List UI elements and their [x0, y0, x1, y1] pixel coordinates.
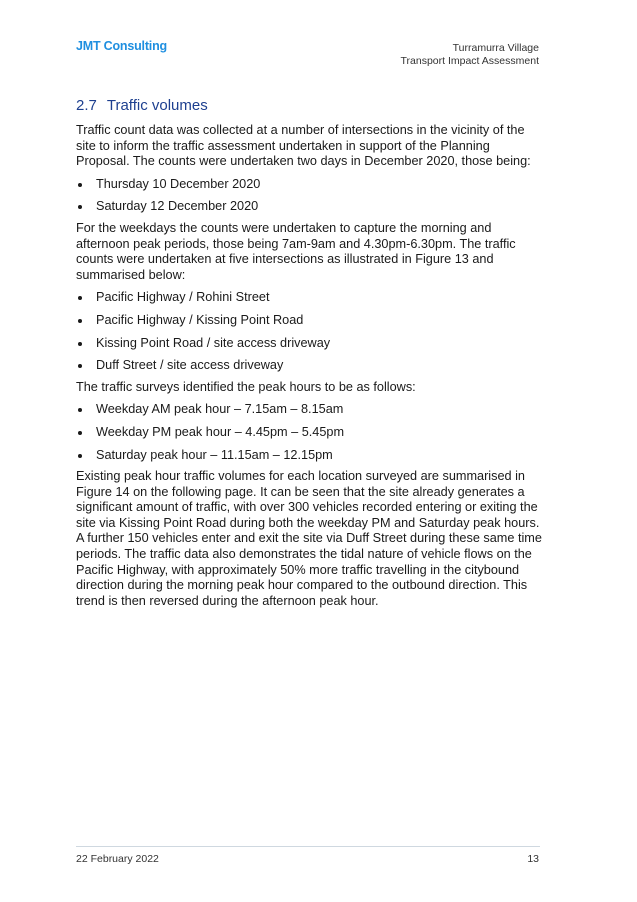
list-item: Thursday 10 December 2020: [76, 177, 546, 193]
section-number: 2.7: [76, 97, 97, 114]
peak-intro-paragraph: The traffic surveys identified the peak hours to be as follows:: [76, 379, 416, 394]
project-name: Turramurra Village: [452, 42, 539, 54]
intro-paragraph: Traffic count data was collected at a number of intersections in the vicinity of the site to inform the traffic assessment undertaken in support of the Planning Proposal. The counts were undertaken two days in December 2020, those being:: [76, 123, 531, 169]
list-item: Pacific Highway / Rohini Street: [76, 290, 546, 306]
list-item: Kissing Point Road / site access driveway: [76, 336, 546, 352]
document-type: Transport Impact Assessment: [400, 55, 539, 67]
intersections-list: [76, 290, 546, 373]
list-item: Weekday PM peak hour – 4.45pm – 5.45pm: [76, 425, 546, 441]
weekday-paragraph: For the weekdays the counts were undertaken to capture the morning and afternoon peak periods, those being 7am-9am and 4.30pm-6.30pm. The traffic counts were undertaken at five intersections as illustrated in Figure 13 and summarised below:: [76, 220, 516, 282]
document-header: [401, 42, 540, 68]
list-item: Weekday AM peak hour – 7.15am – 8.15am: [76, 402, 546, 418]
summary-paragraph: Existing peak hour traffic volumes for each location surveyed are summarised in Figure 14 on the following page. It can be seen that the site already generates a significant amount of traffic, with over 300 vehicles recorded entering or exiting the site via Kissing Point Road during both the weekday PM and Saturday peak hours. A further 150 vehicles enter and exit the site via Duff Street during these same time periods. The traffic data also demonstrates the tidal nature of vehicle flows on the Pacific Highway, with approximately 50% more traffic travelling in the citybound direction during the morning peak hour compared to the outbound direction. This trend is then reversed during the afternoon peak hour.: [76, 469, 542, 608]
footer-divider: [76, 846, 540, 847]
list-item: Duff Street / site access driveway: [76, 358, 546, 374]
footer-date: 22 February 2022: [76, 853, 159, 865]
list-item: Saturday 12 December 2020: [76, 199, 546, 215]
list-item: Pacific Highway / Kissing Point Road: [76, 313, 546, 329]
count-days-list: [76, 177, 546, 215]
section-heading: [76, 97, 208, 114]
page-number: 13: [527, 853, 539, 865]
document-body: [76, 123, 546, 609]
section-title-text: Traffic volumes: [106, 97, 208, 114]
peak-hours-list: [76, 402, 546, 463]
list-item: Saturday peak hour – 11.15am – 12.15pm: [76, 448, 546, 464]
company-logo: JMT Consulting: [76, 39, 167, 53]
